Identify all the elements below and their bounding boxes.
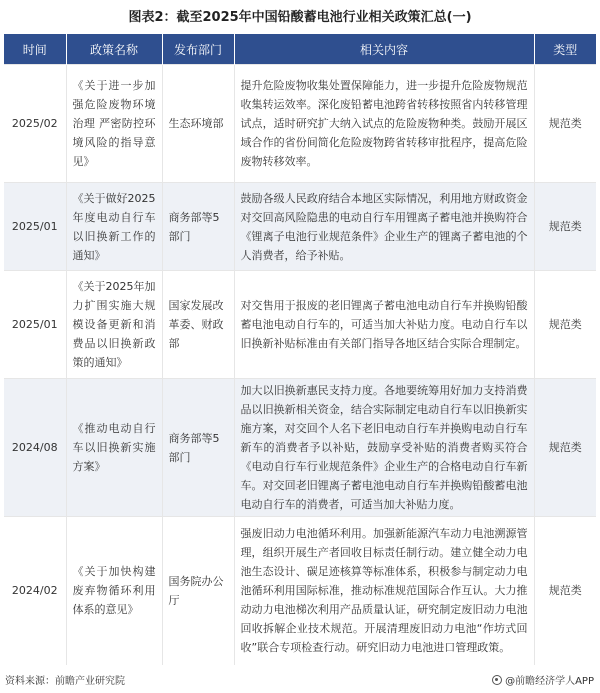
row-department: 国务院办公厅	[162, 517, 234, 665]
row-time: 2024/08	[4, 379, 66, 517]
table-row	[4, 379, 596, 517]
row-department: 生态环境部	[162, 65, 234, 183]
row-content: 提升危险废物收集处置保障能力，进一步提升危险废物规范收集转运效率。深化废铅蓄电池跨省转移按照省内转移管理试点，适时研究扩大纳入试点的危险废物种类。鼓励开展区域合作的省份间简化危险废物跨省转移审批程序，提高危险废物转移效率。	[234, 65, 534, 183]
row-content: 加大以旧换新惠民支持力度。各地要统筹用好加力支持消费品以旧换新相关资金，结合实际制定电动自行车以旧换新实施方案，对交回个人名下老旧电动自行车并换购电动自行车新车的消费者予以补贴，鼓励享受补贴的消费者购买符合《电动自行车行业规范条件》企业生产的合格电动自行车新车。对交回老旧锂离子蓄电池电动自行车并换购铅酸蓄电池电动自行车的消费者，可适当加大补贴力度。	[234, 379, 534, 517]
brand-logo-icon	[492, 675, 502, 685]
table-header-row	[4, 34, 596, 65]
row-type: 规范类	[534, 379, 596, 517]
header-content: 相关内容	[234, 34, 534, 65]
row-policy-name: 《关于加快构建废弃物循环利用体系的意见》	[66, 517, 162, 665]
row-type: 规范类	[534, 517, 596, 665]
row-policy-name: 《推动电动自行车以旧换新实施方案》	[66, 379, 162, 517]
row-time: 2024/02	[4, 517, 66, 665]
table-row	[4, 183, 596, 271]
table-row	[4, 517, 596, 665]
row-time: 2025/02	[4, 65, 66, 183]
row-department: 国家发展改革委、财政部	[162, 271, 234, 379]
source-note: 资料来源：前瞻产业研究院	[5, 676, 125, 687]
header-type: 类型	[534, 34, 596, 65]
header-time: 时间	[4, 34, 66, 65]
row-policy-name: 《关于做好2025年度电动自行车以旧换新工作的通知》	[66, 183, 162, 271]
row-department: 商务部等5部门	[162, 379, 234, 517]
row-content: 对交售用于报废的老旧锂离子蓄电池电动自行车并换购铅酸蓄电池电动自行车的，可适当加大补贴力度。电动自行车以旧换新补贴标准由有关部门指导各地区结合实际合理制定。	[234, 271, 534, 379]
page-title: 图表2：截至2025年中国铅酸蓄电池行业相关政策汇总(一)	[128, 10, 472, 25]
header-department: 发布部门	[162, 34, 234, 65]
policy-table	[4, 34, 596, 665]
brand-credit-text: @前瞻经济学人APP	[505, 676, 594, 687]
row-policy-name: 《关于进一步加强危险废物环境治理 严密防控环境风险的指导意见》	[66, 65, 162, 183]
brand-credit	[492, 672, 594, 687]
row-content: 强废旧动力电池循环利用。加强新能源汽车动力电池溯源管理，组织开展生产者回收目标责任制行动。建立健全动力电池生态设计、碳足迹核算等标准体系，积极参与制定动力电池循环利用国际标准，推动标准规范国际合作互认。大力推动动力电池梯次利用产品质量认证，研究制定废旧动力电池回收拆解企业技术规范。开展清理废旧动力电池“作坊式回收”联合专项检查行动。研究旧动力电池进口管理政策。	[234, 517, 534, 665]
row-type: 规范类	[534, 183, 596, 271]
row-content: 鼓励各级人民政府结合本地区实际情况，利用地方财政资金对交回高风险隐患的电动自行车用锂离子蓄电池并换购符合《锂离子电池行业规范条件》企业生产的锂离子蓄电池的个人消费者，给予补贴。	[234, 183, 534, 271]
table-row	[4, 271, 596, 379]
row-time: 2025/01	[4, 271, 66, 379]
row-time: 2025/01	[4, 183, 66, 271]
row-type: 规范类	[534, 271, 596, 379]
row-type: 规范类	[534, 65, 596, 183]
row-policy-name: 《关于2025年加力扩围实施大规模设备更新和消费品以旧换新政策的通知》	[66, 271, 162, 379]
header-policy-name: 政策名称	[66, 34, 162, 65]
table-row	[4, 65, 596, 183]
row-department: 商务部等5部门	[162, 183, 234, 271]
